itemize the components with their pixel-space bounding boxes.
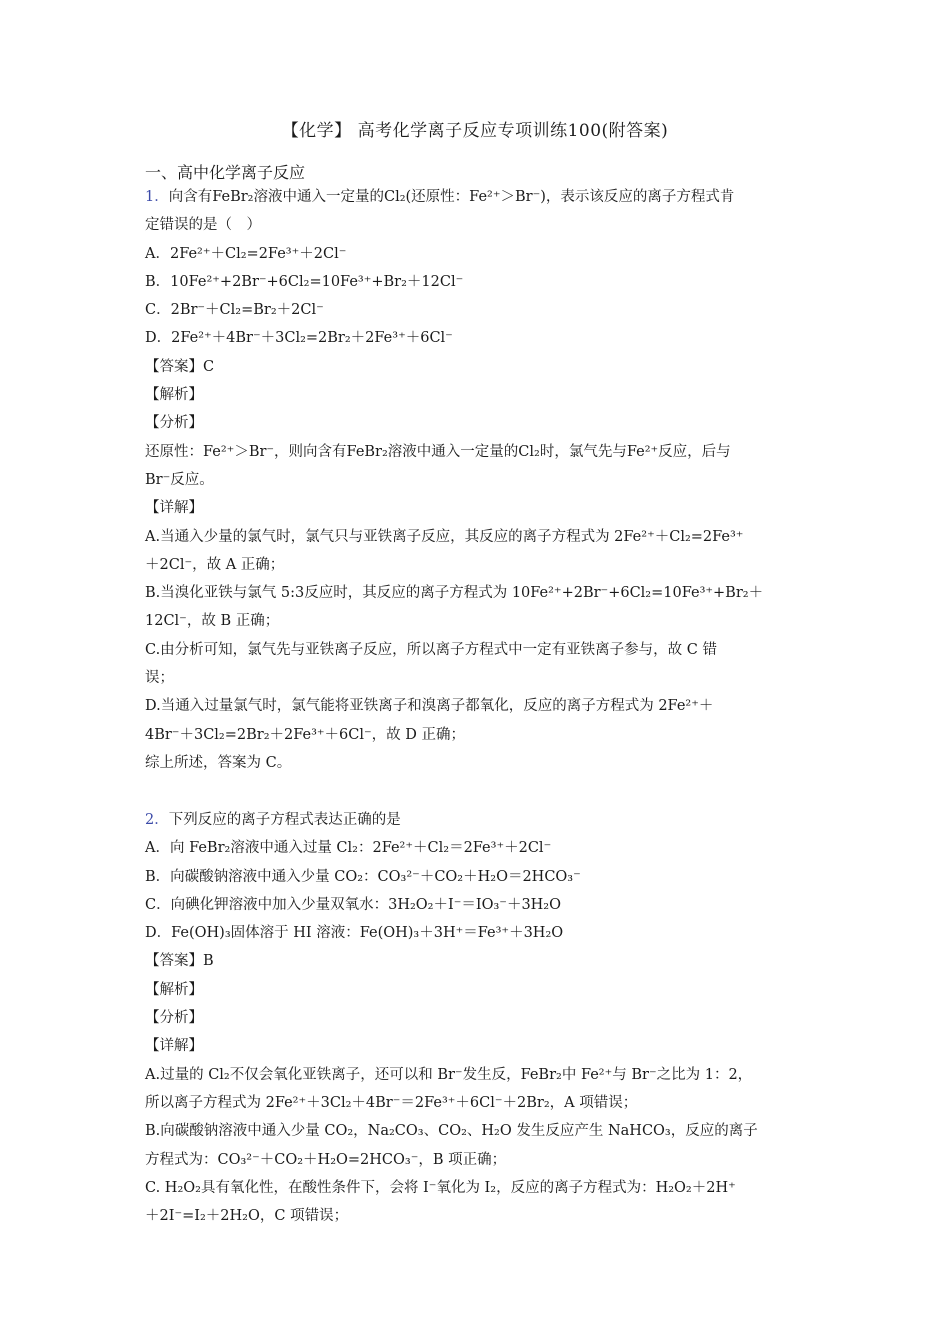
page-title: 【化学】 高考化学离子反应专项训练100(附答案) [281, 121, 669, 141]
question-2-detail-b-2: 方程式为：CO₃²⁻＋CO₂＋H₂O=2HCO₃⁻，B 项正确； [145, 1151, 507, 1168]
question-1-jiexi-label: 【解析】 [145, 387, 203, 404]
question-2-detail-a-1: A.过量的 Cl₂不仅会氧化亚铁离子，还可以和 Br⁻发生反，FeBr₂中 Fe²⁺与 Br⁻之比为 1：2， [145, 1066, 753, 1083]
question-1-option-a: A．2Fe²⁺＋Cl₂=2Fe³⁺＋2Cl⁻ [145, 245, 347, 262]
question-2-option-c: C．向碘化钾溶液中加入少量双氧水：3H₂O₂＋I⁻＝IO₃⁻＋3H₂O [145, 896, 562, 913]
question-2-fenxi-label: 【分析】 [145, 1010, 203, 1027]
question-2-option-a: A．向 FeBr₂溶液中通入过量 Cl₂：2Fe²⁺＋Cl₂＝2Fe³⁺＋2Cl⁻ [145, 840, 552, 857]
question-1-detail-d-2: 4Br⁻＋3Cl₂=2Br₂＋2Fe³⁺＋6Cl⁻，故 D 正确； [145, 726, 466, 743]
question-1-option-d: D．2Fe²⁺＋4Br⁻＋3Cl₂=2Br₂＋2Fe³⁺＋6Cl⁻ [145, 330, 453, 347]
question-1-number: 1． [145, 189, 169, 205]
question-2-detail-c-1: C. H₂O₂具有氧化性，在酸性条件下，会将 I⁻氧化为 I₂，反应的离子方程式为：H₂O₂＋2H⁺ [145, 1179, 736, 1196]
question-2-answer: 【答案】B [145, 953, 214, 970]
question-2-detail-a-2: 所以离子方程式为 2Fe²⁺＋3Cl₂＋4Br⁻＝2Fe³⁺＋6Cl⁻＋2Br₂，A 项错误； [145, 1094, 638, 1111]
question-1-detail-b-2: 12Cl⁻，故 B 正确； [145, 613, 280, 630]
question-1-stem-line-2: 定错误的是（ ） [145, 217, 261, 234]
question-1-stem-line-1: 1．向含有FeBr₂溶液中通入一定量的Cl₂(还原性：Fe²⁺＞Br⁻)，表示该反应的离子方程式肯 [145, 189, 735, 205]
question-2-option-b: B．向碳酸钠溶液中通入少量 CO₂：CO₃²⁻＋CO₂＋H₂O＝2HCO₃⁻ [145, 868, 581, 885]
question-2 [145, 806, 810, 1230]
question-2-option-d: D．Fe(OH)₃固体溶于 HI 溶液：Fe(OH)₃＋3H⁺＝Fe³⁺＋3H₂O [145, 925, 564, 942]
question-1-option-b: B．10Fe²⁺+2Br⁻+6Cl₂=10Fe³⁺+Br₂＋12Cl⁻ [145, 273, 464, 290]
question-1-detail-c-2: 误； [145, 670, 174, 687]
question-1-detail-c-1: C.由分析可知，氯气先与亚铁离子反应，所以离子方程式中一定有亚铁离子参与，故 C 错 [145, 641, 717, 658]
section-heading: 一、高中化学离子反应 [145, 163, 306, 182]
question-1-fenxi-label: 【分析】 [145, 415, 203, 432]
question-2-detail-c-2: ＋2I⁻=I₂＋2H₂O，C 项错误； [145, 1208, 349, 1225]
question-1-detail-b-1: B.当溴化亚铁与氯气 5:3反应时，其反应的离子方程式为 10Fe²⁺+2Br⁻+6Cl₂=10Fe³⁺+Br₂＋ [145, 585, 764, 602]
question-1-xiangjie-label: 【详解】 [145, 500, 203, 517]
question-1-summary: 综上所述，答案为 C。 [145, 754, 292, 771]
question-2-jiexi-label: 【解析】 [145, 981, 203, 998]
question-1-detail-d-1: D.当通入过量氯气时，氯气能将亚铁离子和溴离子都氧化，反应的离子方程式为 2Fe²⁺＋ [145, 698, 714, 715]
question-1-option-c: C．2Br⁻＋Cl₂=Br₂＋2Cl⁻ [145, 302, 324, 319]
question-1 [145, 183, 810, 777]
question-1-answer: 【答案】C [145, 358, 215, 375]
question-1-detail-a-2: ＋2Cl⁻，故 A 正确； [145, 556, 285, 573]
question-2-detail-b-1: B.向碳酸钠溶液中通入少量 CO₂，Na₂CO₃、CO₂、H₂O 发生反应产生 NaHCO₃，反应的离子 [145, 1123, 758, 1140]
question-2-stem: 2．下列反应的离子方程式表达正确的是 [145, 812, 401, 828]
question-1-fenxi-text-1: 还原性：Fe²⁺＞Br⁻，则向含有FeBr₂溶液中通入一定量的Cl₂时，氯气先与Fe²⁺反应，后与 [145, 443, 731, 460]
question-2-xiangjie-label: 【详解】 [145, 1038, 203, 1055]
question-1-detail-a-1: A.当通入少量的氯气时，氯气只与亚铁离子反应，其反应的离子方程式为 2Fe²⁺＋Cl₂=2Fe³⁺ [145, 528, 744, 545]
question-2-number: 2． [145, 812, 169, 828]
question-1-fenxi-text-2: Br⁻反应。 [145, 471, 214, 488]
